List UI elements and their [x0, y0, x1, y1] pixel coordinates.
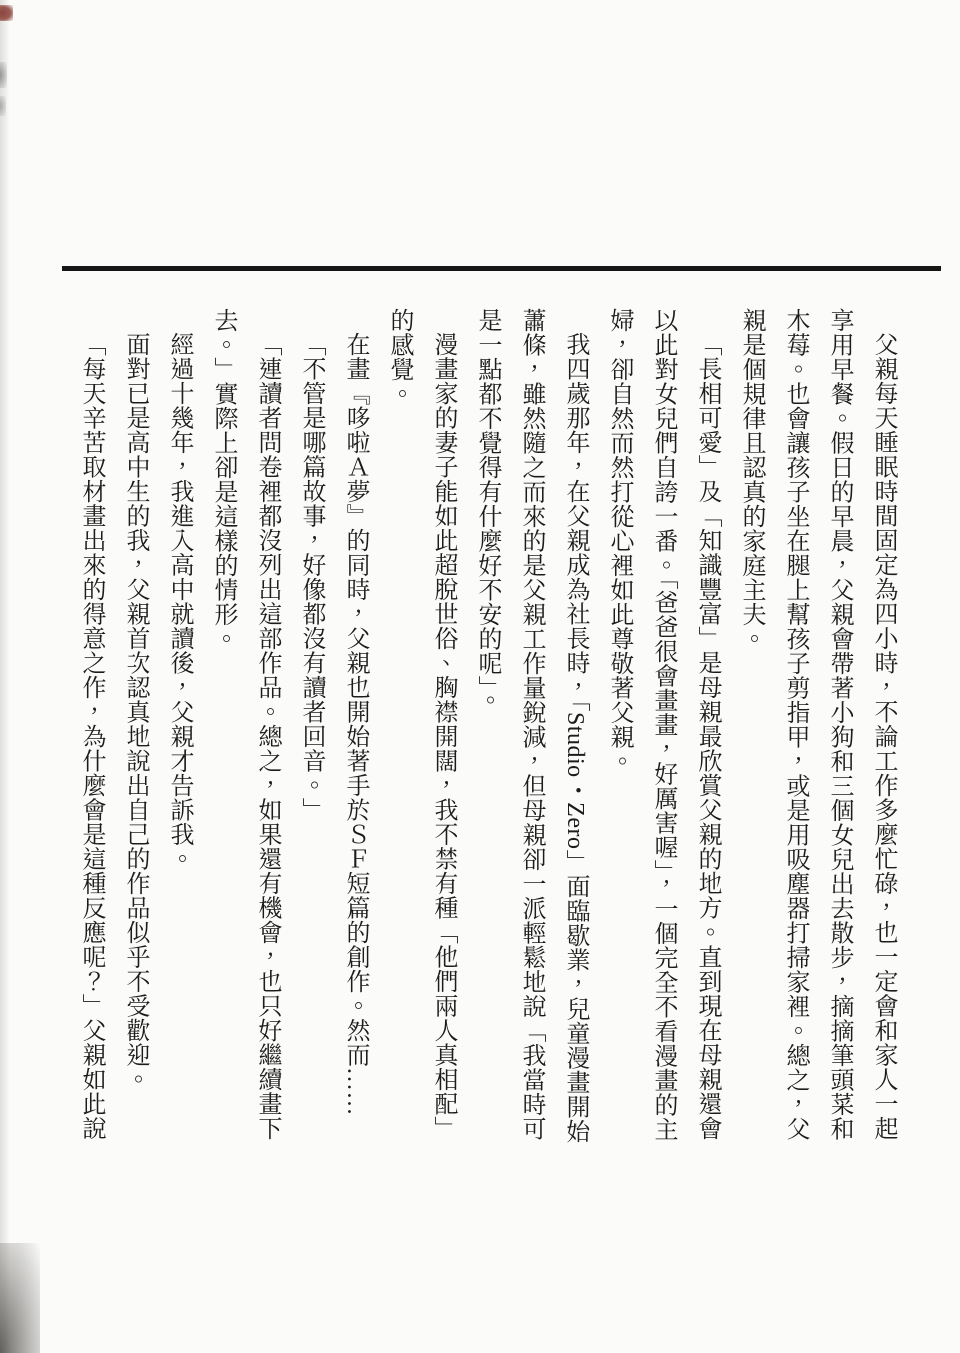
section-divider-rule — [62, 266, 941, 271]
paragraph: 在畫『哆啦Ａ夢』的同時，父親也開始著手於ＳＦ短篇的創作。然而…… — [342, 332, 368, 1116]
scan-gutter-shadow — [0, 0, 10, 1353]
paragraph: 經過十幾年，我進入高中就讀後，父親才告訴我。 — [166, 332, 192, 871]
paragraph: 漫畫家的妻子能如此超脫世俗、胸襟開闊，我不禁有種「他們兩人真相配」的感覺。 — [386, 308, 456, 1141]
paragraph: 「長相可愛」及「知識豐富」是母親最欣賞父親的地方。直到現在母親還會以此對女兒們自誇一番。「爸爸很會畫畫，好厲害喔」，一個完全不看漫畫的主婦，卻自然而然打從心裡如此尊敬著父親。 — [606, 308, 720, 1142]
scan-artifact-streak — [0, 96, 6, 116]
article-text — [69, 308, 905, 1146]
paragraph: 面對已是高中生的我，父親首次認真地說出自己的作品似乎不受歡迎。 — [122, 332, 148, 1092]
scan-artifact-red-mark — [0, 5, 13, 21]
scan-artifact-corner-shadow — [0, 1243, 40, 1353]
paragraph: 「每天辛苦取材畫出來的得意之作，為什麼會是這種反應呢？」父親如此說 — [78, 332, 104, 1141]
paragraph: 我四歲那年，在父親成為社長時，「Studio・Zero」面臨歇業，兒童漫畫開始蕭條，雖然隨之而來的是父親工作量銳減，但母親卻一派輕鬆地說「我當時可是一點都不覺得有什麼好不安的呢」。 — [474, 308, 588, 1144]
paragraph: 「不管是哪篇故事，好像都沒有讀者回音。」 — [298, 332, 324, 822]
scan-artifact-streak — [0, 62, 7, 88]
paragraph: 父親每天睡眠時間固定為四小時，不論工作多麼忙碌，也一定會和家人一起享用早餐。假日的早晨，父親會帶著小狗和三個女兒出去散步，摘摘筆頭菜和木莓。也會讓孩子坐在腿上幫孩子剪指甲，或是用吸塵器打掃家裡。總之，父親是個規律且認真的家庭主夫。 — [738, 308, 896, 1141]
paragraph: 「連讀者問卷裡都沒列出這部作品。總之，如果還有機會，也只好繼續畫下去。」實際上卻是這樣的情形。 — [210, 308, 280, 1141]
